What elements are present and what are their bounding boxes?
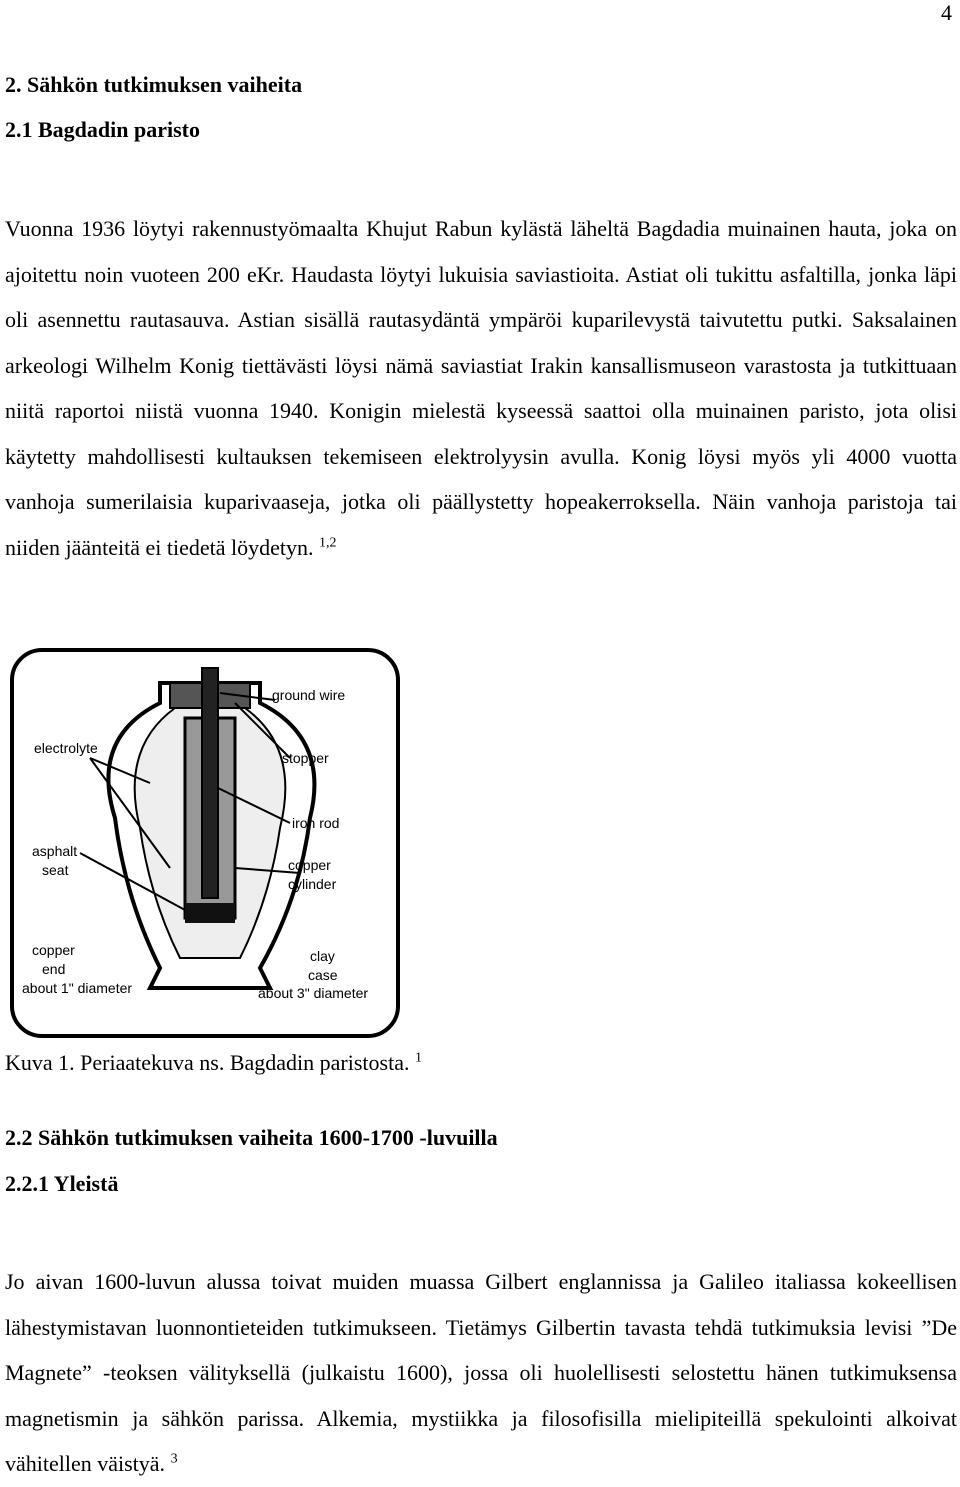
- paragraph-general-text: Jo aivan 1600-luvun alussa toivat muiden muassa Gilbert englannissa ja Galileo italiassa kokeellisen lähestymistavan luonnontieteiden tutkimukseen. Tietämys Gilbertin tavasta tehdä tutkimuksia levisi ”De Magnete” -teoksen välityksellä (julkaistu 1600), jossa oli huolellisesti selostettu hänen tutkimuksensa magnetismin ja sähkön parissa. Alkemia, mystiikka ja filosofisilla mielipiteillä spekulointi alkoivat vähitellen väistyä.: [5, 1269, 957, 1476]
- label-copper-end-1: copper: [32, 942, 75, 958]
- label-clay-2: case: [308, 967, 338, 983]
- subsection-title: 2.1 Bagdadin paristo: [5, 117, 200, 142]
- reference-superscript: 1,2: [319, 535, 337, 551]
- paragraph-general: [5, 1259, 957, 1487]
- section-title: 2. Sähkön tutkimuksen vaiheita: [5, 72, 303, 97]
- label-copper-cylinder-1: copper: [288, 857, 331, 873]
- label-clay-1: clay: [310, 948, 335, 964]
- reference-superscript-2: 3: [170, 1451, 178, 1467]
- label-iron-rod: iron rod: [292, 815, 340, 831]
- section2-subtitle: 2.2.1 Yleistä: [5, 1171, 119, 1196]
- asphalt-seat-shape: [185, 903, 235, 923]
- label-clay-3: about 3" diameter: [258, 985, 369, 1001]
- label-asphalt-2: seat: [42, 862, 69, 878]
- figure-caption: [5, 1050, 422, 1076]
- label-copper-end-3: about 1" diameter: [22, 980, 133, 996]
- label-electrolyte: electrolyte: [34, 740, 98, 756]
- iron-rod-shape: [202, 668, 218, 898]
- section2-title: 2.2 Sähkön tutkimuksen vaiheita 1600-1700 -luvuilla: [5, 1125, 498, 1150]
- page-number: 4: [941, 0, 952, 25]
- label-copper-end-2: end: [42, 961, 66, 977]
- bagdad-battery-diagram: [10, 648, 400, 1038]
- paragraph-intro: [5, 206, 957, 570]
- label-stopper: stopper: [282, 750, 329, 766]
- figure-caption-text: Kuva 1. Periaatekuva ns. Bagdadin paristosta.: [5, 1050, 410, 1075]
- label-ground-wire: ground wire: [272, 687, 346, 703]
- caption-reference: 1: [414, 1050, 422, 1066]
- label-asphalt-1: asphalt: [32, 843, 78, 859]
- label-copper-cylinder-2: cylinder: [288, 876, 337, 892]
- paragraph-intro-text: Vuonna 1936 löytyi rakennustyömaalta Khujut Rabun kylästä läheltä Bagdadia muinainen hauta, joka on ajoitettu noin vuoteen 200 eKr. Haudasta löytyi lukuisia saviastioita. Astiat oli tukittu asfaltilla, jonka läpi oli asennettu rautasauva. Astian sisällä rautasydäntä ympäröi kuparilevystä taivutettu putki. Saksalainen arkeologi Wilhelm Konig tiettävästi löysi nämä saviastiat Irakin kansallismuseon varastosta ja tutkittuaan niitä raportoi niistä vuonna 1940. Konigin mielestä kyseessä saattoi olla muinainen paristo, jota olisi käytetty mahdollisesti kultauksen tekemiseen elektrolyysin avulla. Konig löysi myös yli 4000 vuotta vanhoja sumerilaisia kuparivaaseja, jotka oli päällystetty hopeakerroksella. Näin vanhoja paristoja tai niiden jäänteitä ei tiedetä löydetyn.: [5, 216, 957, 560]
